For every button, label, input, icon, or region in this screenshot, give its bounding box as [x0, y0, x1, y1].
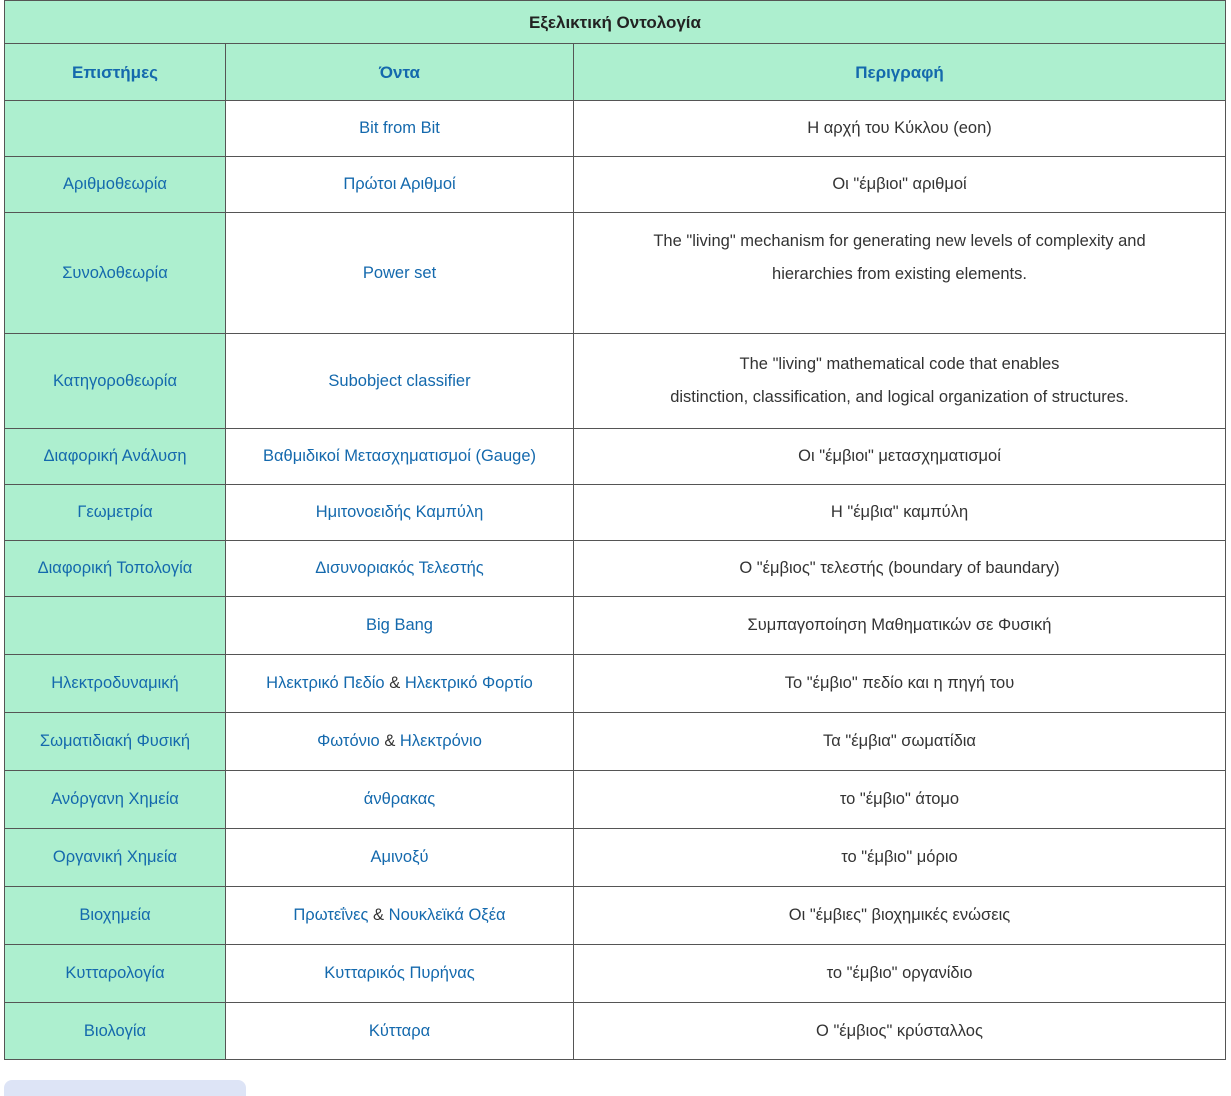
- table-row: [5, 213, 1226, 334]
- ampersand: &: [389, 674, 401, 692]
- entity-cell: [226, 213, 574, 334]
- description-cell: Οι "έμβιοι" μετασχηματισμοί: [574, 429, 1226, 485]
- entity-cell: [226, 829, 574, 887]
- entity-link-nucleic-acids[interactable]: Νουκλεϊκά Οξέα: [388, 906, 506, 924]
- science-cell: [5, 655, 226, 713]
- description-cell: [574, 334, 1226, 429]
- science-cell: [5, 887, 226, 945]
- column-header-description: Περιγραφή: [574, 44, 1226, 101]
- entity-cell: [226, 541, 574, 597]
- entity-cell: [226, 101, 574, 157]
- science-cell: [5, 945, 226, 1003]
- table-row: [5, 887, 1226, 945]
- entity-link-carbon[interactable]: άνθρακας: [363, 790, 436, 808]
- entity-cell: [226, 771, 574, 829]
- description-cell: Ο "έμβιος" τελεστής (boundary of baundary): [574, 541, 1226, 597]
- description-cell: Το "έμβιο" πεδίο και η πηγή του: [574, 655, 1226, 713]
- entity-link-boundary-operator[interactable]: Δισυνοριακός Τελεστής: [315, 559, 484, 577]
- entity-cell: [226, 157, 574, 213]
- entity-cell: [226, 334, 574, 429]
- entity-cell: [226, 887, 574, 945]
- table-row: [5, 1003, 1226, 1060]
- science-cell: [5, 1003, 226, 1060]
- science-link-biochemistry[interactable]: Βιοχημεία: [79, 906, 151, 924]
- entity-link-bit-from-bit[interactable]: Bit from Bit: [359, 119, 440, 137]
- table-row: [5, 597, 1226, 655]
- science-cell: [5, 771, 226, 829]
- description-line: The "living" mathematical code that enables: [739, 355, 1060, 373]
- table-row: [5, 157, 1226, 213]
- description-line: hierarchies from existing elements.: [772, 265, 1027, 283]
- table-row: [5, 771, 1226, 829]
- description-cell: Οι "έμβιες" βιοχημικές ενώσεις: [574, 887, 1226, 945]
- science-link-particle-physics[interactable]: Σωματιδιακή Φυσική: [39, 732, 191, 750]
- entity-cell: [226, 429, 574, 485]
- description-line: distinction, classification, and logical organization of structures.: [670, 388, 1129, 406]
- bottom-status-tab[interactable]: [4, 1080, 246, 1096]
- science-cell: [5, 334, 226, 429]
- description-cell: το "έμβιο" οργανίδιο: [574, 945, 1226, 1003]
- science-cell: [5, 829, 226, 887]
- entity-cell: [226, 1003, 574, 1060]
- science-link-inorganic-chemistry[interactable]: Ανόργανη Χημεία: [51, 790, 179, 808]
- entity-link-proteins[interactable]: Πρωτεΐνες: [293, 906, 369, 924]
- science-cell: [5, 429, 226, 485]
- entity-link-gauge-transformations[interactable]: Βαθμιδικοί Μετασχηματισμοί (Gauge): [262, 447, 537, 465]
- entity-cell: [226, 485, 574, 541]
- entity-link-cells[interactable]: Κύτταρα: [368, 1021, 431, 1040]
- entity-cell: [226, 597, 574, 655]
- description-cell: Τα "έμβια" σωματίδια: [574, 713, 1226, 771]
- entity-link-amino-acid[interactable]: Αμινοξύ: [370, 848, 429, 866]
- entity-link-power-set[interactable]: Power set: [362, 263, 437, 282]
- description-cell: [574, 213, 1226, 334]
- description-cell: Συμπαγοποίηση Μαθηματικών σε Φυσική: [574, 597, 1226, 655]
- column-header-entities: Όντα: [226, 44, 574, 101]
- evolutionary-ontology-table: [4, 0, 1226, 1060]
- science-cell: [5, 101, 226, 157]
- entity-link-electron[interactable]: Ηλεκτρόνιο: [399, 732, 482, 750]
- science-cell: [5, 713, 226, 771]
- science-cell: [5, 157, 226, 213]
- description-line: The "living" mechanism for generating new levels of complexity and: [653, 232, 1146, 250]
- science-cell: [5, 485, 226, 541]
- science-link-electrodynamics[interactable]: Ηλεκτροδυναμική: [51, 674, 179, 692]
- entity-link-photon[interactable]: Φωτόνιο: [317, 732, 380, 750]
- ampersand: &: [384, 732, 396, 750]
- science-link-cytology[interactable]: Κυτταρολογία: [65, 964, 165, 982]
- entity-cell: [226, 655, 574, 713]
- description-cell: Ο "έμβιος" κρύσταλλος: [574, 1003, 1226, 1060]
- description-cell: το "έμβιο" άτομο: [574, 771, 1226, 829]
- description-cell: το "έμβιο" μόριο: [574, 829, 1226, 887]
- description-cell: Η "έμβια" καμπύλη: [574, 485, 1226, 541]
- science-link-differential-analysis[interactable]: Διαφορική Ανάλυση: [43, 447, 187, 465]
- entity-link-subobject-classifier[interactable]: Subobject classifier: [328, 371, 471, 390]
- science-cell: [5, 213, 226, 334]
- column-header-sciences: Επιστήμες: [5, 44, 226, 101]
- entity-link-prime-numbers[interactable]: Πρώτοι Αριθμοί: [343, 175, 456, 193]
- table-row: [5, 101, 1226, 157]
- science-link-differential-topology[interactable]: Διαφορική Τοπολογία: [37, 559, 193, 577]
- science-cell: [5, 541, 226, 597]
- entity-cell: [226, 713, 574, 771]
- table-row: [5, 713, 1226, 771]
- entity-link-sinusoidal-curve[interactable]: Ημιτονοειδής Καμπύλη: [315, 503, 484, 521]
- table-row: [5, 541, 1226, 597]
- table-row: [5, 655, 1226, 713]
- entity-link-electric-field[interactable]: Ηλεκτρικό Πεδίο: [266, 674, 385, 692]
- science-link-arithmotheoria[interactable]: Αριθμοθεωρία: [63, 175, 167, 193]
- table-row: [5, 334, 1226, 429]
- entity-link-electric-charge[interactable]: Ηλεκτρικό Φορτίο: [404, 674, 533, 692]
- description-cell: Οι "έμβιοι" αριθμοί: [574, 157, 1226, 213]
- science-link-category-theory[interactable]: Κατηγοροθεωρία: [52, 371, 178, 390]
- science-link-organic-chemistry[interactable]: Οργανική Χημεία: [52, 848, 178, 866]
- entity-cell: [226, 945, 574, 1003]
- science-link-set-theory[interactable]: Συνολοθεωρία: [62, 263, 168, 282]
- table-row: [5, 829, 1226, 887]
- table-row: [5, 945, 1226, 1003]
- description-cell: Η αρχή του Κύκλου (eon): [574, 101, 1226, 157]
- table-row: [5, 485, 1226, 541]
- entity-link-cell-nucleus[interactable]: Κυτταρικός Πυρήνας: [324, 964, 475, 982]
- science-link-biology[interactable]: Βιολογία: [83, 1021, 147, 1040]
- table-row: [5, 429, 1226, 485]
- ampersand: &: [373, 906, 385, 924]
- science-cell: [5, 597, 226, 655]
- table-title: Εξελικτική Οντολογία: [5, 1, 1226, 44]
- science-link-geometry[interactable]: Γεωμετρία: [77, 503, 153, 521]
- entity-link-big-bang[interactable]: Big Bang: [366, 616, 433, 634]
